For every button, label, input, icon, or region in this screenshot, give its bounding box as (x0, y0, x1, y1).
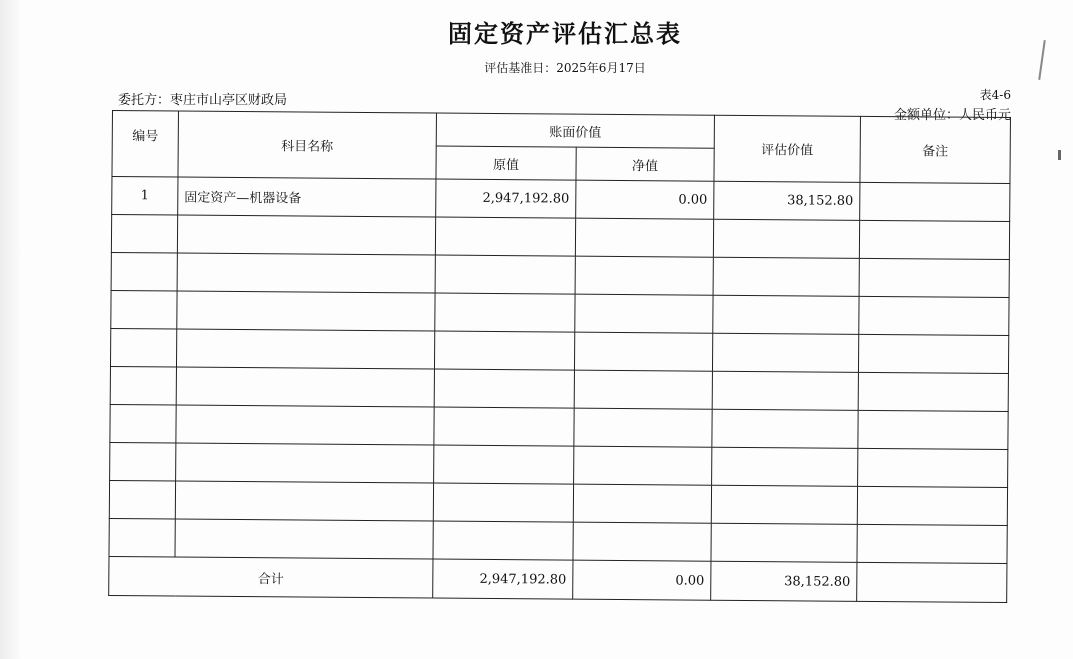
row-net (574, 370, 712, 409)
row-no (111, 215, 177, 254)
row-appraised (713, 295, 859, 334)
row-name (175, 519, 433, 559)
table-number: 表4-6 (979, 88, 1011, 102)
row-original (433, 483, 573, 522)
row-original (435, 255, 575, 294)
row-no: 1 (112, 177, 178, 216)
row-no (109, 480, 175, 519)
base-date: 评估基准日：2025年6月17日 (484, 61, 646, 75)
currency-unit: 金额单位：人民币元 (893, 108, 1011, 123)
row-no (109, 518, 175, 557)
row-appraised (711, 485, 857, 524)
row-appraised: 38,152.80 (714, 181, 860, 220)
row-appraised (712, 447, 858, 486)
row-no (110, 366, 176, 405)
row-no (110, 442, 176, 481)
row-appraised (712, 409, 858, 448)
row-no (111, 290, 177, 329)
total-remark (857, 562, 1007, 602)
row-original (434, 407, 574, 446)
row-remark (860, 182, 1010, 221)
client-label: 委托方：枣庄市山亭区财政局 (118, 93, 288, 108)
document-title: 固定资产评估汇总表 (448, 19, 682, 48)
row-original (433, 521, 573, 560)
row-original (434, 369, 574, 408)
row-net (575, 256, 713, 295)
row-name: 固定资产—机器设备 (178, 177, 436, 217)
row-no (110, 404, 176, 443)
row-remark (859, 220, 1009, 259)
row-remark (857, 524, 1007, 563)
row-appraised (713, 257, 859, 296)
row-name (176, 405, 434, 445)
row-name (177, 215, 435, 255)
scan-shadow (0, 0, 22, 659)
row-original: 2,947,192.80 (436, 179, 576, 218)
scan-mark (1058, 150, 1061, 160)
row-remark (859, 296, 1009, 335)
summary-table-wrapper (108, 110, 1011, 603)
row-net (575, 294, 713, 333)
row-original (434, 331, 574, 370)
header-no: 编号 (112, 111, 179, 178)
row-net (573, 484, 711, 523)
header-original: 原值 (436, 146, 576, 180)
row-net (574, 408, 712, 447)
row-name (176, 443, 434, 483)
row-remark (857, 486, 1007, 525)
row-remark (858, 448, 1008, 487)
row-no (111, 252, 177, 291)
header-appraised: 评估价值 (714, 115, 861, 182)
row-name (176, 329, 434, 369)
row-name (177, 253, 435, 293)
total-appraised: 38,152.80 (711, 561, 857, 601)
header-remark: 备注 (860, 116, 1011, 183)
total-original: 2,947,192.80 (433, 559, 573, 599)
row-net: 0.00 (576, 180, 714, 219)
row-original (435, 217, 575, 256)
row-appraised (711, 523, 857, 562)
row-net (575, 218, 713, 257)
row-net (574, 446, 712, 485)
row-no (110, 328, 176, 367)
row-appraised (713, 219, 859, 258)
header-name: 科目名称 (178, 111, 437, 179)
total-label: 合计 (109, 556, 433, 598)
row-name (176, 367, 434, 407)
row-remark (859, 258, 1009, 297)
row-remark (858, 372, 1008, 411)
total-row (109, 556, 1007, 602)
total-net: 0.00 (573, 560, 711, 600)
row-net (574, 332, 712, 371)
row-original (435, 293, 575, 332)
summary-table (108, 110, 1011, 603)
header-net: 净值 (576, 147, 714, 181)
row-name (177, 291, 435, 331)
row-remark (858, 334, 1008, 373)
row-net (573, 522, 711, 561)
header-book-value: 账面价值 (436, 113, 714, 148)
row-appraised (712, 371, 858, 410)
row-appraised (712, 333, 858, 372)
row-original (434, 445, 574, 484)
row-name (175, 481, 433, 521)
row-remark (858, 410, 1008, 449)
